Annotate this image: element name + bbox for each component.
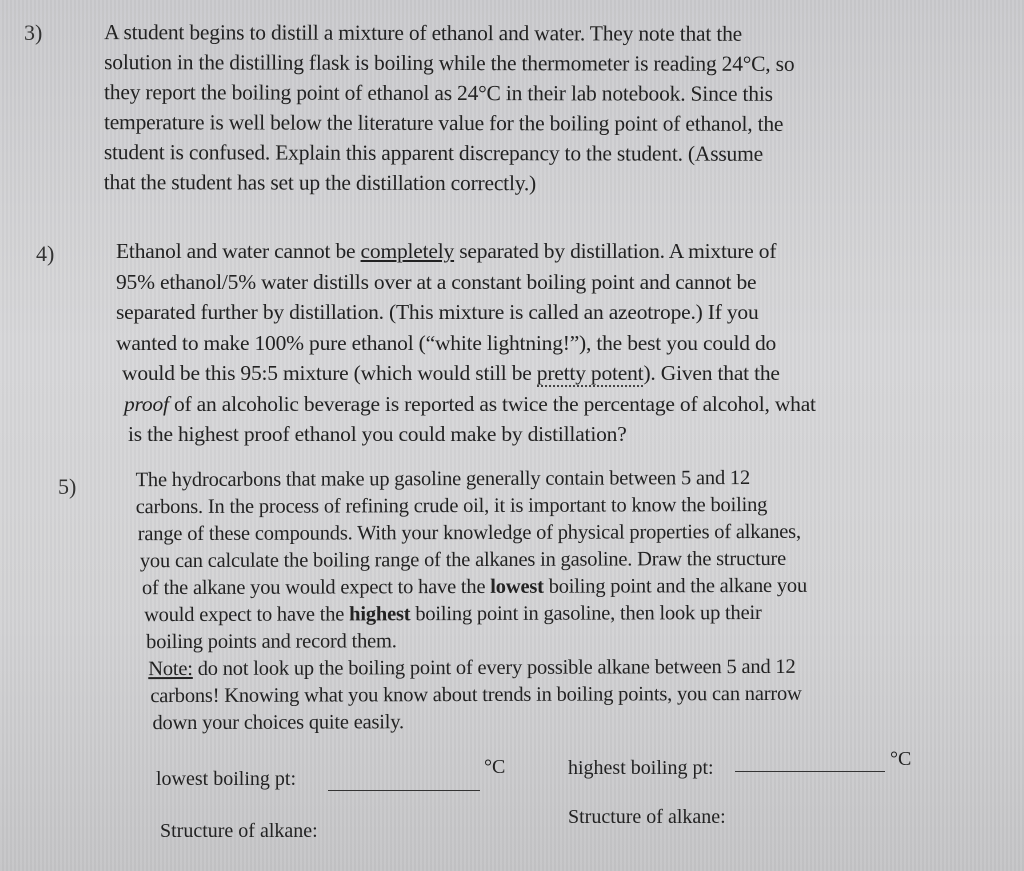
highest-bold: highest [349, 603, 411, 626]
q5-note-line-2: carbons! Knowing what you know about trends in boiling points, you can narrow [150, 682, 802, 708]
q3-line-6: that the student has set up the distillation correctly.) [103, 170, 537, 196]
lowest-boiling-blank[interactable] [328, 790, 480, 791]
structure-label-highest: Structure of alkane: [568, 806, 726, 828]
q4-line-6: proof of an alcoholic beverage is reported as twice the percentage of alcohol, what [124, 391, 816, 416]
q5-line-7: boiling points and record them. [146, 630, 397, 654]
q4-line-5: would be this 95:5 mixture (which would still be pretty potent). Given that the [122, 361, 780, 385]
q5-line-4: you can calculate the boiling range of the alkanes in gasoline. Draw the structure [139, 547, 787, 573]
structure-label-lowest: Structure of alkane: [160, 820, 318, 842]
highest-unit: °C [890, 748, 912, 770]
q5-line-2: carbons. In the process of refining crude oil, it is important to know the boiling [135, 493, 768, 519]
highest-boiling-blank[interactable] [735, 771, 885, 772]
question-4-text [116, 236, 816, 450]
lowest-bold: lowest [490, 575, 544, 598]
q3-line-3: they report the boiling point of ethanol as 24°C in their lab notebook. Since this [104, 80, 773, 106]
q3-line-1: A student begins to distill a mixture of ethanol and water. They note that the [104, 20, 743, 46]
q4-line-7: is the highest proof ethanol you could make by distillation? [128, 422, 627, 446]
proof-italic: proof [124, 391, 169, 416]
question-4-number: 4) [36, 241, 55, 266]
lowest-boiling-label: lowest boiling pt: [156, 768, 296, 790]
question-3-number: 3) [24, 20, 43, 45]
question-3-text [104, 17, 795, 199]
q3-line-5: student is confused. Explain this apparent discrepancy to the student. (Assume [103, 140, 764, 166]
highest-boiling-label: highest boiling pt: [568, 757, 714, 779]
q3-line-2: solution in the distilling flask is boiling while the thermometer is reading 24°C, so [104, 50, 795, 76]
pretty-potent-dotted: pretty potent [536, 361, 644, 385]
lowest-unit: °C [484, 756, 506, 778]
q5-note-line-1: Note: do not look up the boiling point of every possible alkane between 5 and 12 [148, 655, 796, 681]
question-5-number: 5) [58, 474, 77, 499]
q5-line-6: would expect to have the highest boiling point in gasoline, then look up their [144, 601, 762, 627]
q5-line-5: of the alkane you would expect to have the lowest boiling point and the alkane you [141, 574, 808, 600]
q4-line-1: Ethanol and water cannot be completely separated by distillation. A mixture of [116, 239, 777, 263]
question-5-text [136, 465, 808, 737]
q4-line-3: separated further by distillation. (This mixture is called an azeotrope.) If you [116, 300, 759, 324]
note-label: Note: [148, 657, 193, 681]
q5-note-line-3: down your choices quite easily. [152, 711, 404, 735]
completely-underlined: completely [360, 239, 455, 263]
q5-line-1: The hydrocarbons that make up gasoline generally contain between 5 and 12 [135, 467, 751, 492]
q5-line-3: range of these compounds. With your knowledge of physical properties of alkanes, [137, 520, 801, 546]
q4-line-4: wanted to make 100% pure ethanol (“white lightning!”), the best you could do [116, 330, 777, 355]
q3-line-4: temperature is well below the literature value for the boiling point of ethanol, the [103, 110, 784, 136]
q4-line-2: 95% ethanol/5% water distills over at a constant boiling point and cannot be [116, 269, 757, 294]
